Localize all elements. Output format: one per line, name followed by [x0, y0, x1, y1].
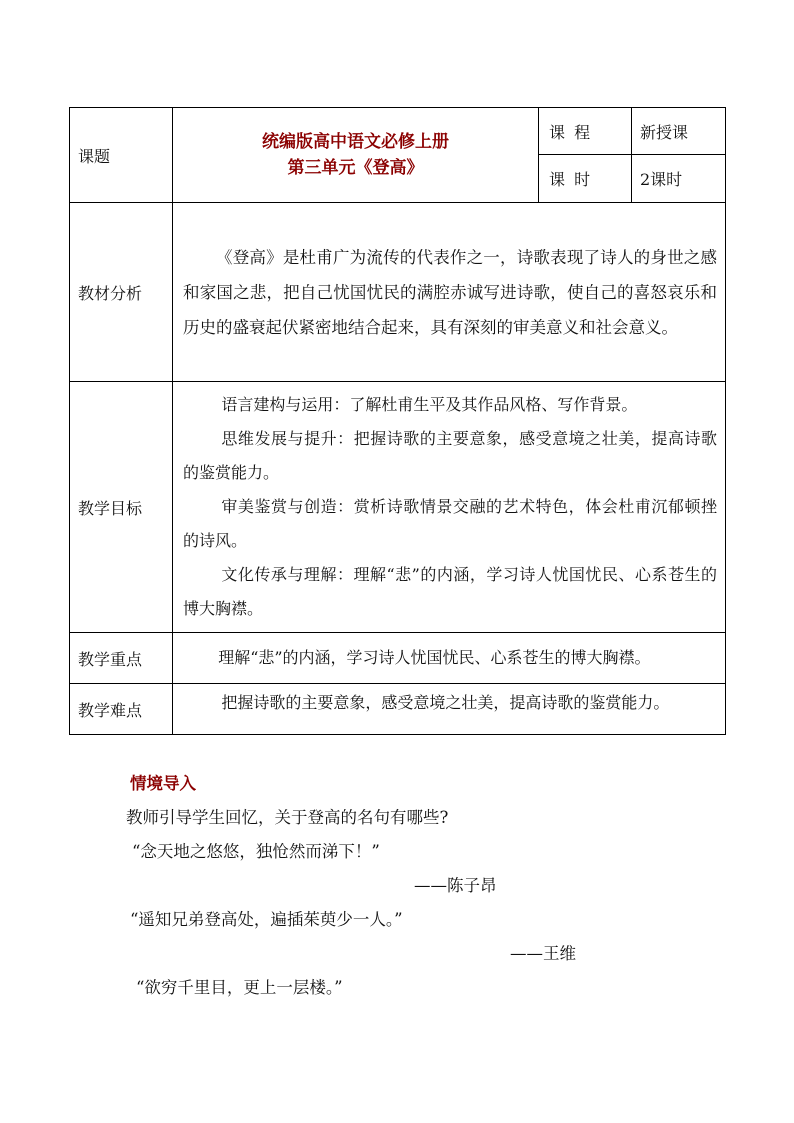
quote-3: “欲穷千里目，更上一层楼。”: [136, 978, 343, 997]
difficulty-label: 教学难点: [70, 684, 173, 735]
objective-item: 文化传承与理解：理解“悲”的内涵，学习诗人忧国忧民、心系苍生的博大胸襟。: [183, 565, 717, 618]
period-label: 课 时: [539, 155, 632, 203]
intro-prompt: 教师引导学生回忆，关于登高的名句有哪些?: [126, 808, 449, 827]
intro-title: 情境导入: [130, 774, 196, 793]
difficulty-text: 把握诗歌的主要意象，感受意境之壮美，提高诗歌的鉴赏能力。: [221, 693, 670, 712]
lesson-title-line2: 第三单元《登高》: [287, 158, 424, 178]
intro-section: [126, 772, 690, 1005]
course-value: 新授课: [632, 108, 726, 155]
objective-item: 语言建构与运用：了解杜甫生平及其作品风格、写作背景。: [221, 395, 638, 414]
difficulty-cell: [173, 684, 726, 735]
quote-1: “念天地之悠悠，独怆然而涕下！”: [132, 842, 380, 861]
analysis-cell: [173, 203, 726, 382]
analysis-text: 《登高》是杜甫广为流传的代表作之一，诗歌表现了诗人的身世之感和家国之悲，把自己忧国忧民的满腔赤诚写进诗歌，使自己的喜怒哀乐和历史的盛衰起伏紧密地结合起来，具有深刻的审美意义和社会意义。: [183, 247, 717, 337]
objectives-label: 教学目标: [70, 382, 173, 633]
key-points-cell: [173, 633, 726, 684]
period-value: 2课时: [632, 155, 726, 203]
subject-label: 课题: [70, 108, 173, 203]
quote-2-author: ——王维: [510, 944, 576, 963]
lesson-title-cell: [173, 108, 539, 203]
course-label: 课 程: [539, 108, 632, 155]
key-points-text: 理解“悲”的内涵，学习诗人忧国忧民、心系苍生的博大胸襟。: [218, 648, 651, 667]
lesson-title-line1: 统编版高中语文必修上册: [262, 132, 449, 152]
objective-item: 审美鉴赏与创造：赏析诗歌情景交融的艺术特色，体会杜甫沉郁顿挫的诗风。: [183, 497, 717, 550]
objectives-cell: [173, 382, 726, 633]
lesson-plan-table: [69, 107, 726, 735]
analysis-label: 教材分析: [70, 203, 173, 382]
objective-item: 思维发展与提升：把握诗歌的主要意象，感受意境之壮美，提高诗歌的鉴赏能力。: [183, 429, 717, 482]
quote-2: “遥知兄弟登高处，遍插茱萸少一人。”: [130, 910, 403, 929]
quote-1-author: ——陈子昂: [414, 876, 497, 895]
difficulty-clip: [183, 684, 717, 733]
key-points-label: 教学重点: [70, 633, 173, 684]
